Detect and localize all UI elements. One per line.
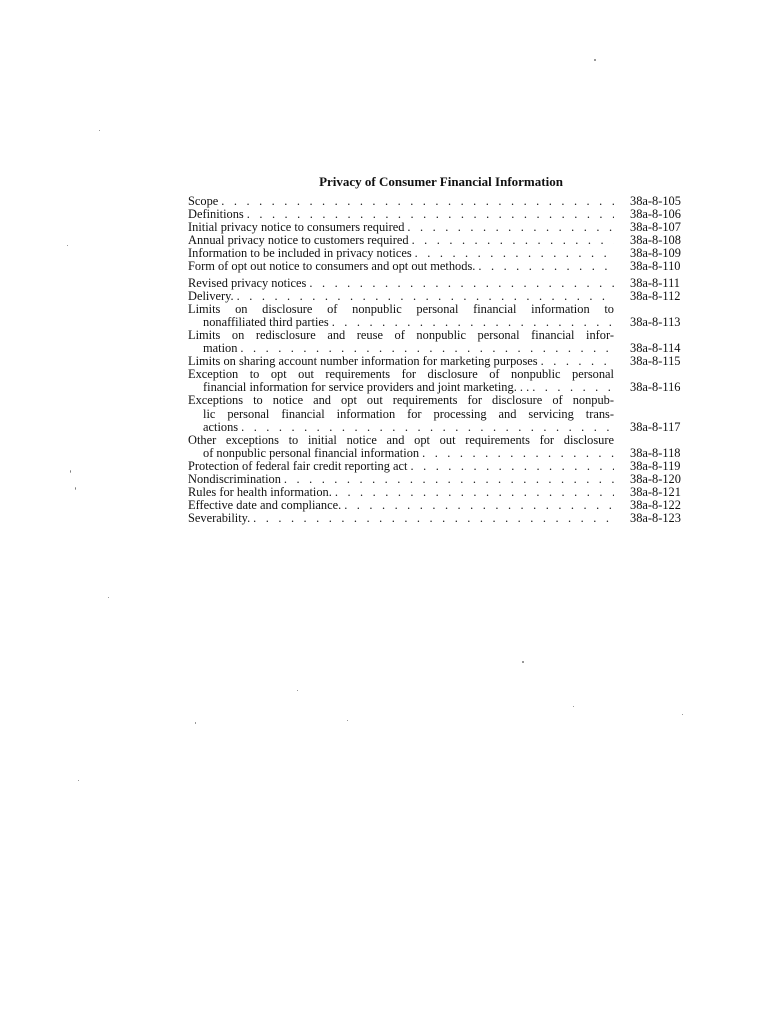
dot-leader [532, 381, 614, 394]
toc-section-number: 38a-8-108 [630, 233, 681, 248]
toc-section-number: 38a-8-111 [630, 275, 681, 290]
toc-entry-title [188, 473, 614, 486]
toc-entry-title [188, 499, 614, 512]
toc-entry [188, 290, 694, 303]
toc-entry [188, 512, 694, 525]
toc-entry-title [188, 329, 614, 355]
toc-entry-title [188, 355, 614, 368]
toc-entry-title [188, 277, 614, 290]
toc-section-number: 38a-8-105 [630, 194, 681, 208]
toc-section-number: 38a-8-118 [630, 445, 681, 460]
toc-entry-text: Initial privacy notice to consumers required [188, 221, 405, 235]
toc-section-number: 38a-8-121 [630, 485, 681, 500]
dot-leader [247, 208, 614, 221]
toc-entry-text: Other exceptions to initial notice and opt out requirements for disclosure [188, 433, 614, 447]
scan-speck [70, 470, 71, 473]
toc-entry [188, 368, 694, 394]
scan-speck [573, 706, 574, 707]
toc-entry-text: of nonpublic personal financial information [203, 446, 420, 460]
toc-entry [188, 434, 694, 460]
dot-leader [422, 447, 614, 460]
scan-speck [297, 690, 298, 691]
toc-entry-text: Severability. [188, 512, 251, 526]
toc-entry-title [188, 208, 614, 221]
toc-entry-text: financial information for service providers and joint marketing. . . [203, 381, 530, 395]
toc-entry [188, 473, 694, 486]
toc-entry-title [188, 234, 614, 247]
toc-entry-text: Exceptions to notice and opt out requirements for disclosure of nonpub- [188, 394, 614, 408]
toc-section-number: 38a-8-113 [630, 314, 681, 329]
toc-entry [188, 208, 694, 221]
toc-entry-title [188, 247, 614, 260]
scan-speck [347, 720, 348, 721]
dot-leader [237, 290, 614, 303]
toc-entry-title [188, 260, 614, 273]
toc-section-number: 38a-8-120 [630, 471, 681, 486]
toc-section-number: 38a-8-123 [630, 511, 681, 526]
toc-entry-text: Revised privacy notices [188, 276, 307, 290]
toc-entry-text: Exception to opt out requirements for disclosure of nonpublic personal [188, 368, 614, 382]
toc-entry-title [188, 368, 614, 394]
dot-leader [241, 421, 614, 434]
dot-leader [407, 221, 614, 234]
toc-entry-text: Limits on sharing account number information for marketing purposes [188, 355, 538, 369]
toc-entry-text: Annual privacy notice to customers required [188, 234, 409, 248]
toc-entry-text: Nondiscrimination [188, 472, 281, 486]
toc-entry [188, 247, 694, 260]
toc-section-number: 38a-8-109 [630, 246, 681, 261]
scan-speck [594, 59, 596, 61]
toc-entry [188, 234, 694, 247]
toc-entry-title [188, 394, 614, 433]
dot-leader [284, 473, 614, 486]
toc-entry-title [188, 460, 614, 473]
toc-entry-title [188, 221, 614, 234]
dot-leader [240, 342, 614, 355]
toc-entry [188, 460, 694, 473]
scan-speck [67, 245, 68, 246]
scan-speck [78, 780, 79, 781]
dot-leader [335, 486, 614, 499]
document-title: Privacy of Consumer Financial Information [319, 174, 563, 189]
toc-entry-text: actions [203, 420, 239, 434]
toc-entry-text: Protection of federal fair credit reporting act [188, 459, 408, 473]
toc-entry-text: Definitions [188, 208, 244, 222]
toc-entry-text: nonaffiliated third parties [203, 315, 329, 329]
toc-section-number: 38a-8-107 [630, 220, 681, 235]
toc-entry-title [188, 512, 614, 525]
toc-entry [188, 329, 694, 355]
toc-entry [188, 355, 694, 368]
toc-entry-title [188, 434, 614, 460]
toc-entry [188, 221, 694, 234]
toc-section-number: 38a-8-122 [630, 498, 681, 513]
scan-speck [522, 661, 524, 663]
toc-section-number: 38a-8-110 [630, 259, 681, 274]
toc-entry-text: Information to be included in privacy notices [188, 247, 412, 261]
toc-section-number: 38a-8-114 [630, 341, 681, 356]
dot-leader [309, 277, 614, 290]
toc-entry-text: Rules for health information. [188, 486, 332, 500]
dot-leader [541, 355, 614, 368]
scan-speck [108, 597, 109, 598]
toc-section-number: 38a-8-112 [630, 288, 681, 303]
dot-leader [412, 234, 614, 247]
dot-leader [253, 512, 614, 525]
toc-entry-title [188, 303, 614, 329]
toc-entry [188, 195, 694, 208]
toc-entry-text: lic personal financial information for processing and servicing trans- [203, 407, 614, 421]
toc-entry [188, 260, 694, 273]
dot-leader [221, 195, 614, 208]
toc-entry-title [188, 290, 614, 303]
scan-speck [682, 714, 683, 715]
toc-entry-text: Delivery. [188, 289, 234, 303]
toc-entry-text: Form of opt out notice to consumers and opt out methods. [188, 260, 476, 274]
toc-entry [188, 486, 694, 499]
scan-speck [99, 130, 100, 131]
toc-entry [188, 303, 694, 329]
dot-leader [332, 316, 614, 329]
toc-entry [188, 499, 694, 512]
scan-speck [75, 487, 76, 490]
toc-section-number: 38a-8-119 [630, 458, 681, 473]
toc-entry-title [188, 486, 614, 499]
dot-leader [344, 499, 614, 512]
toc-entry-text: Effective date and compliance. [188, 499, 342, 513]
toc-section-number: 38a-8-116 [630, 380, 681, 395]
toc-entry [188, 394, 694, 433]
toc-entry-text: mation [203, 342, 238, 356]
toc-section-number: 38a-8-115 [630, 354, 681, 369]
scan-speck [195, 722, 196, 724]
toc-entry-text: Scope [188, 195, 219, 208]
dot-leader [415, 247, 614, 260]
toc-entry-title [188, 195, 614, 208]
toc-entry-text: Limits on redisclosure and reuse of nonpublic personal financial infor- [188, 328, 614, 342]
dot-leader [478, 260, 614, 273]
dot-leader [411, 460, 615, 473]
toc-section-number: 38a-8-117 [630, 419, 681, 434]
toc-entry-text: Limits on disclosure of nonpublic personal financial information to [188, 302, 614, 316]
toc-entry [188, 277, 694, 290]
table-of-contents [188, 195, 694, 525]
toc-section-number: 38a-8-106 [630, 207, 681, 222]
